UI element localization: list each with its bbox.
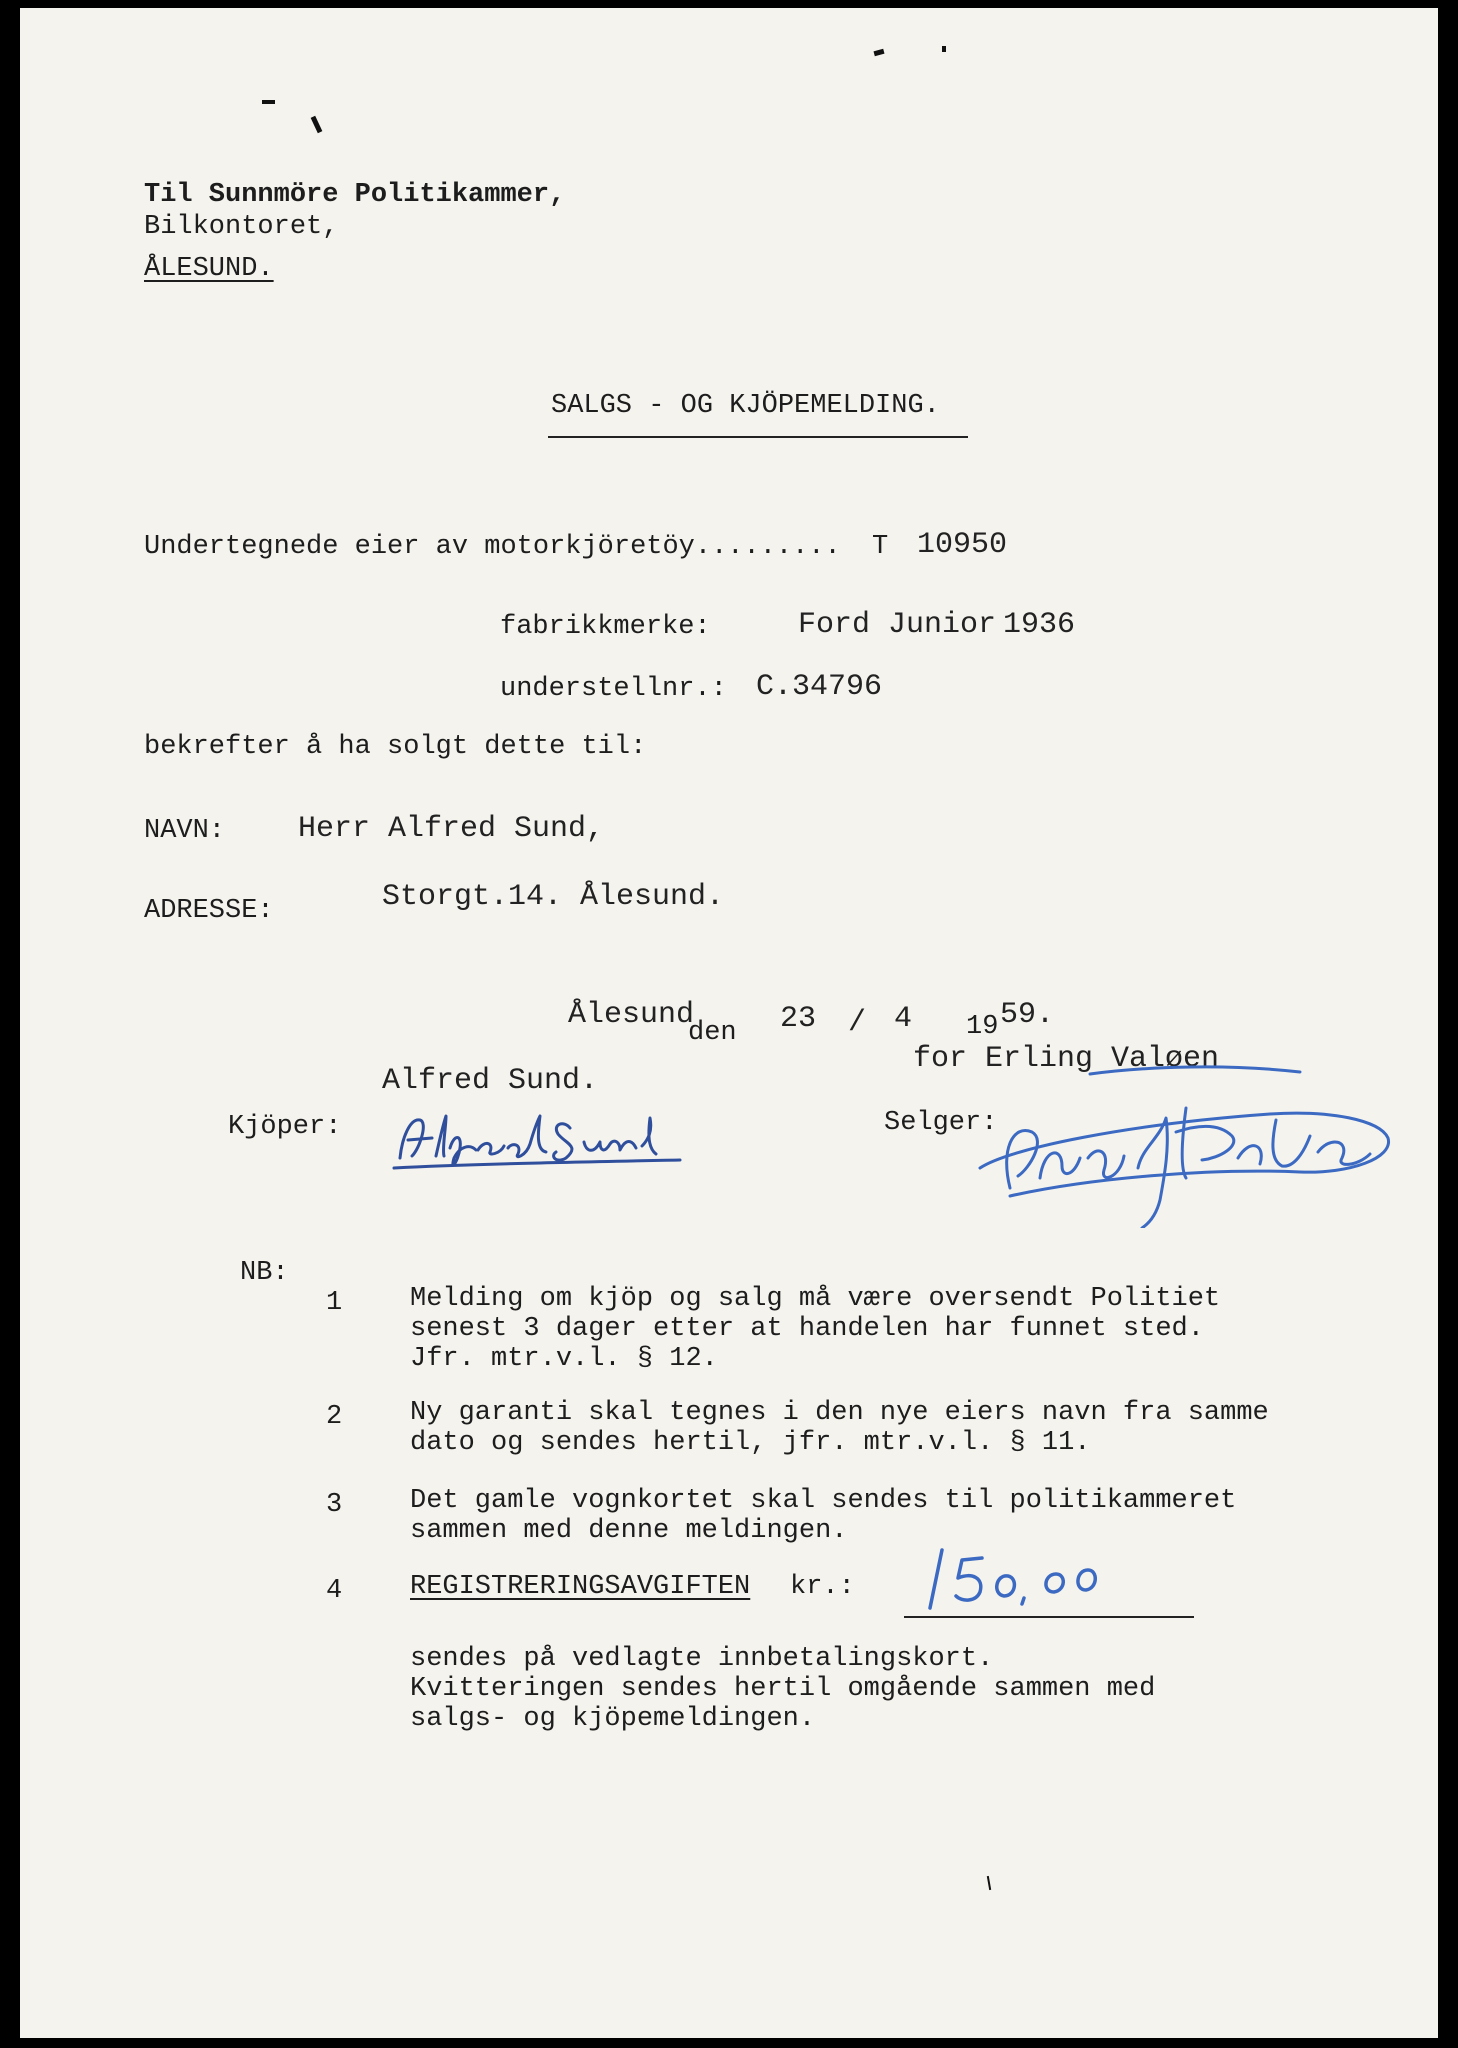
seller-signature	[970, 1028, 1400, 1228]
ink-speck	[942, 46, 946, 52]
seller-printed-name: for Erling Valøen	[913, 1042, 1220, 1076]
fee-amount-line	[904, 1616, 1194, 1618]
ink-speck	[874, 49, 885, 56]
note-number: 2	[326, 1402, 343, 1432]
buyer-signature	[380, 1098, 720, 1178]
date-day: 23	[780, 1002, 817, 1036]
date-month: 4	[894, 1002, 913, 1036]
chassis-label: understellnr.:	[500, 674, 727, 704]
date-slash: /	[848, 1006, 867, 1040]
date-year-suffix: 59.	[1000, 998, 1055, 1032]
reg-number: 10950	[917, 528, 1008, 562]
after-line-1: sendes på vedlagte innbetalingskort.	[410, 1644, 994, 1674]
note-1-line-1: Melding om kjöp og salg må være oversendt Politiet	[410, 1284, 1221, 1314]
date-den: den	[688, 1018, 737, 1048]
recipient-line-2: Bilkontoret,	[144, 212, 339, 242]
after-line-3: salgs- og kjöpemeldingen.	[410, 1704, 816, 1734]
fee-amount-handwritten	[912, 1538, 1132, 1618]
recipient-city: ÅLESUND.	[144, 254, 274, 284]
note-3-line-2: sammen med denne meldingen.	[410, 1516, 848, 1546]
document-page	[20, 8, 1438, 2038]
owner-label: Undertegnede eier av motorkjöretöy.........	[144, 532, 841, 562]
after-line-2: Kvitteringen sendes hertil omgående sammen med	[410, 1674, 1156, 1704]
chassis-value: C.34796	[756, 670, 883, 704]
name-label: NAVN:	[144, 816, 226, 846]
seller-label: Selger:	[884, 1108, 998, 1138]
note-number: 4	[326, 1576, 343, 1606]
ink-speck	[262, 100, 275, 104]
confirm-text: bekrefter å ha solgt dette til:	[144, 732, 647, 762]
note-number: 3	[326, 1490, 343, 1520]
buyer-printed-name: Alfred Sund.	[382, 1064, 599, 1098]
address-label: ADRESSE:	[144, 896, 274, 926]
kr-label: kr.:	[790, 1572, 855, 1602]
name-value: Herr Alfred Sund,	[298, 812, 605, 846]
note-3-line-1: Det gamle vognkortet skal sendes til politikammeret	[410, 1486, 1237, 1516]
date-year-prefix: 19	[966, 1012, 999, 1042]
nb-label: NB:	[240, 1258, 289, 1288]
note-2-line-2: dato og sendes hertil, jfr. mtr.v.l. § 11.	[410, 1428, 1091, 1458]
date-place: Ålesund	[568, 998, 695, 1032]
address-value: Storgt.14. Ålesund.	[382, 880, 725, 914]
buyer-label: Kjöper:	[228, 1112, 342, 1142]
recipient-line-1: Til Sunnmöre Politikammer,	[144, 180, 566, 210]
make-label: fabrikkmerke:	[500, 612, 711, 642]
make-value: Ford Junior	[798, 608, 997, 642]
note-1-line-3: Jfr. mtr.v.l. § 12.	[410, 1344, 718, 1374]
note-1-line-2: senest 3 dager etter at handelen har funnet sted.	[410, 1314, 1204, 1344]
reg-prefix: T	[872, 532, 889, 562]
document-title: SALGS - OG KJÖPEMELDING.	[551, 391, 940, 421]
note-2-line-1: Ny garanti skal tegnes i den nye eiers navn fra samme	[410, 1398, 1269, 1428]
ink-speck	[311, 116, 323, 134]
note-number: 1	[326, 1288, 343, 1318]
ink-speck	[987, 1876, 991, 1890]
make-year: 1936	[1003, 608, 1076, 642]
title-underline	[548, 436, 968, 438]
registration-fee-label: REGISTRERINGSAVGIFTEN	[410, 1572, 751, 1602]
